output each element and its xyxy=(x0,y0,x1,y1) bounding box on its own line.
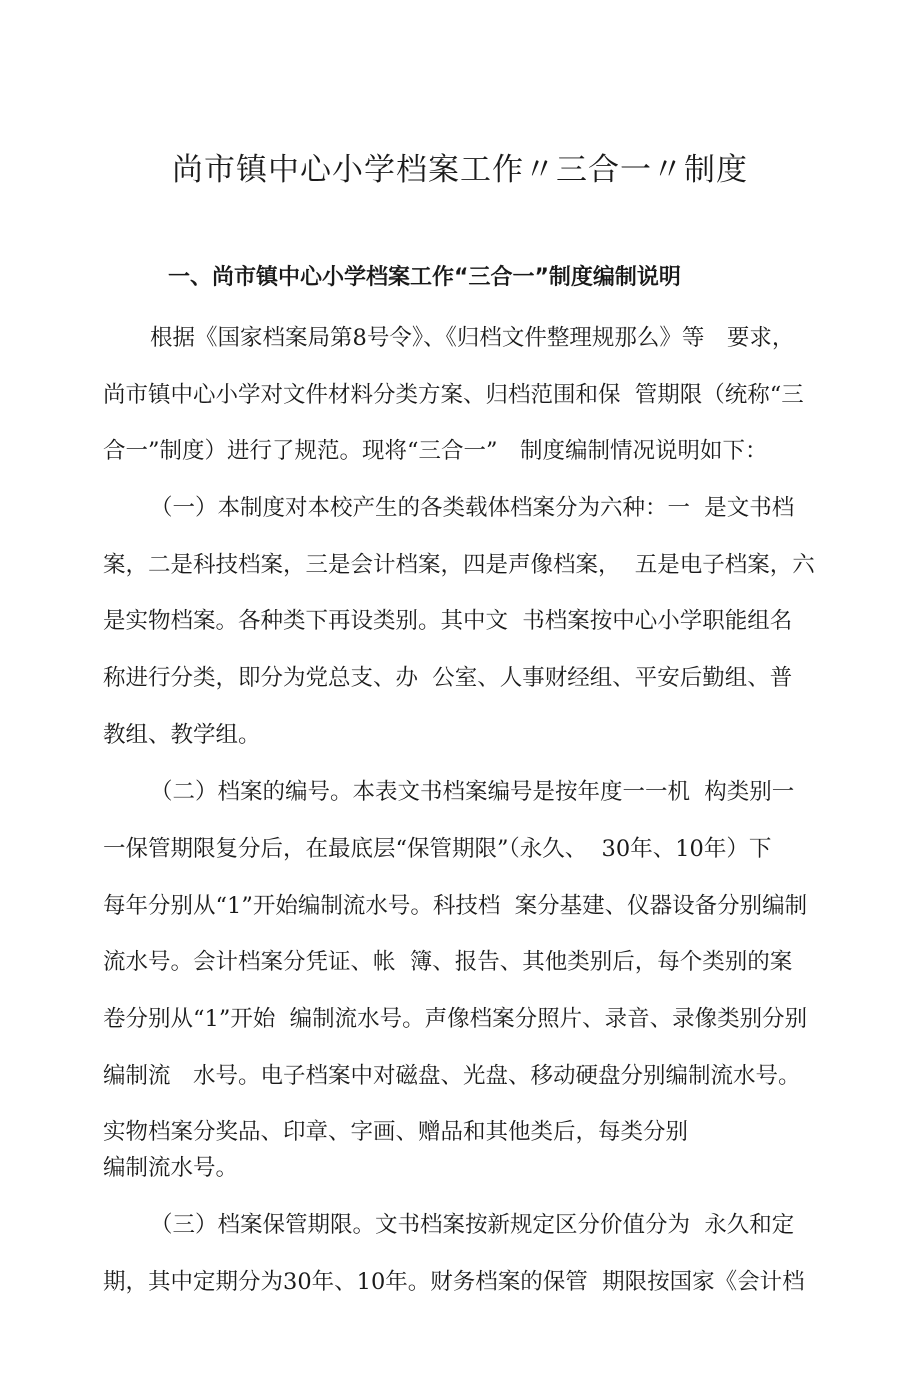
paragraph-line: 编制流 水号。电子档案中对磁盘、光盘、移动硬盘分别编制流水号。 xyxy=(103,1063,801,1089)
paragraph-line: 合一”制度）进行了规范。现将“三合一” 制度编制情况说明如下： xyxy=(103,438,768,464)
paragraph-line: （二）档案的编号。本表文书档案编号是按年度一一机 构类别一 xyxy=(150,779,795,805)
document-title: 尚市镇中心小学档案工作〃三合一〃制度 xyxy=(172,152,748,188)
paragraph-line: 流水号。会计档案分凭证、帐 簿、报告、其他类别后，每个类别的案 xyxy=(103,949,793,975)
paragraph-line: 期，其中定期分为30年、10年。财务档案的保管 期限按国家《会计档 xyxy=(103,1269,805,1295)
paragraph-line: 教组、教学组。 xyxy=(103,722,261,748)
section-heading: 一、尚市镇中心小学档案工作“三合一”制度编制说明 xyxy=(168,265,681,290)
paragraph-line: （三）档案保管期限。文书档案按新规定区分价值分为 永久和定 xyxy=(150,1212,795,1238)
paragraph-line: 根据《国家档案局第8号令》、《归档文件整理规那么》等 要求， xyxy=(150,325,795,351)
paragraph-line: 卷分别从“1”开始 编制流水号。声像档案分照片、录音、录像类别分别 xyxy=(103,1006,808,1032)
paragraph-line: （一）本制度对本校产生的各类载体档案分为六种：一 是文书档 xyxy=(150,495,795,521)
paragraph-line: 案，二是科技档案，三是会计档案，四是声像档案， 五是电子档案，六 xyxy=(103,552,815,578)
paragraph-line: 称进行分类，即分为党总支、办 公室、人事财经组、平安后勤组、普 xyxy=(103,665,793,691)
paragraph-line: 实物档案分奖品、印章、字画、赠品和其他类后，每类分别 xyxy=(103,1119,689,1145)
paragraph-line: 编制流水号。 xyxy=(103,1155,239,1181)
paragraph-line: 一保管期限复分后，在最底层“保管期限”（永久、 30年、10年）下 xyxy=(103,836,772,862)
paragraph-line: 每年分别从“1”开始编制流水号。科技档 案分基建、仪器设备分别编制 xyxy=(103,893,808,919)
paragraph-line: 尚市镇中心小学对文件材料分类方案、归档范围和保 管期限（统称“三 xyxy=(103,382,804,408)
paragraph-line: 是实物档案。各种类下再设类别。其中文 书档案按中心小学职能组名 xyxy=(103,608,793,634)
